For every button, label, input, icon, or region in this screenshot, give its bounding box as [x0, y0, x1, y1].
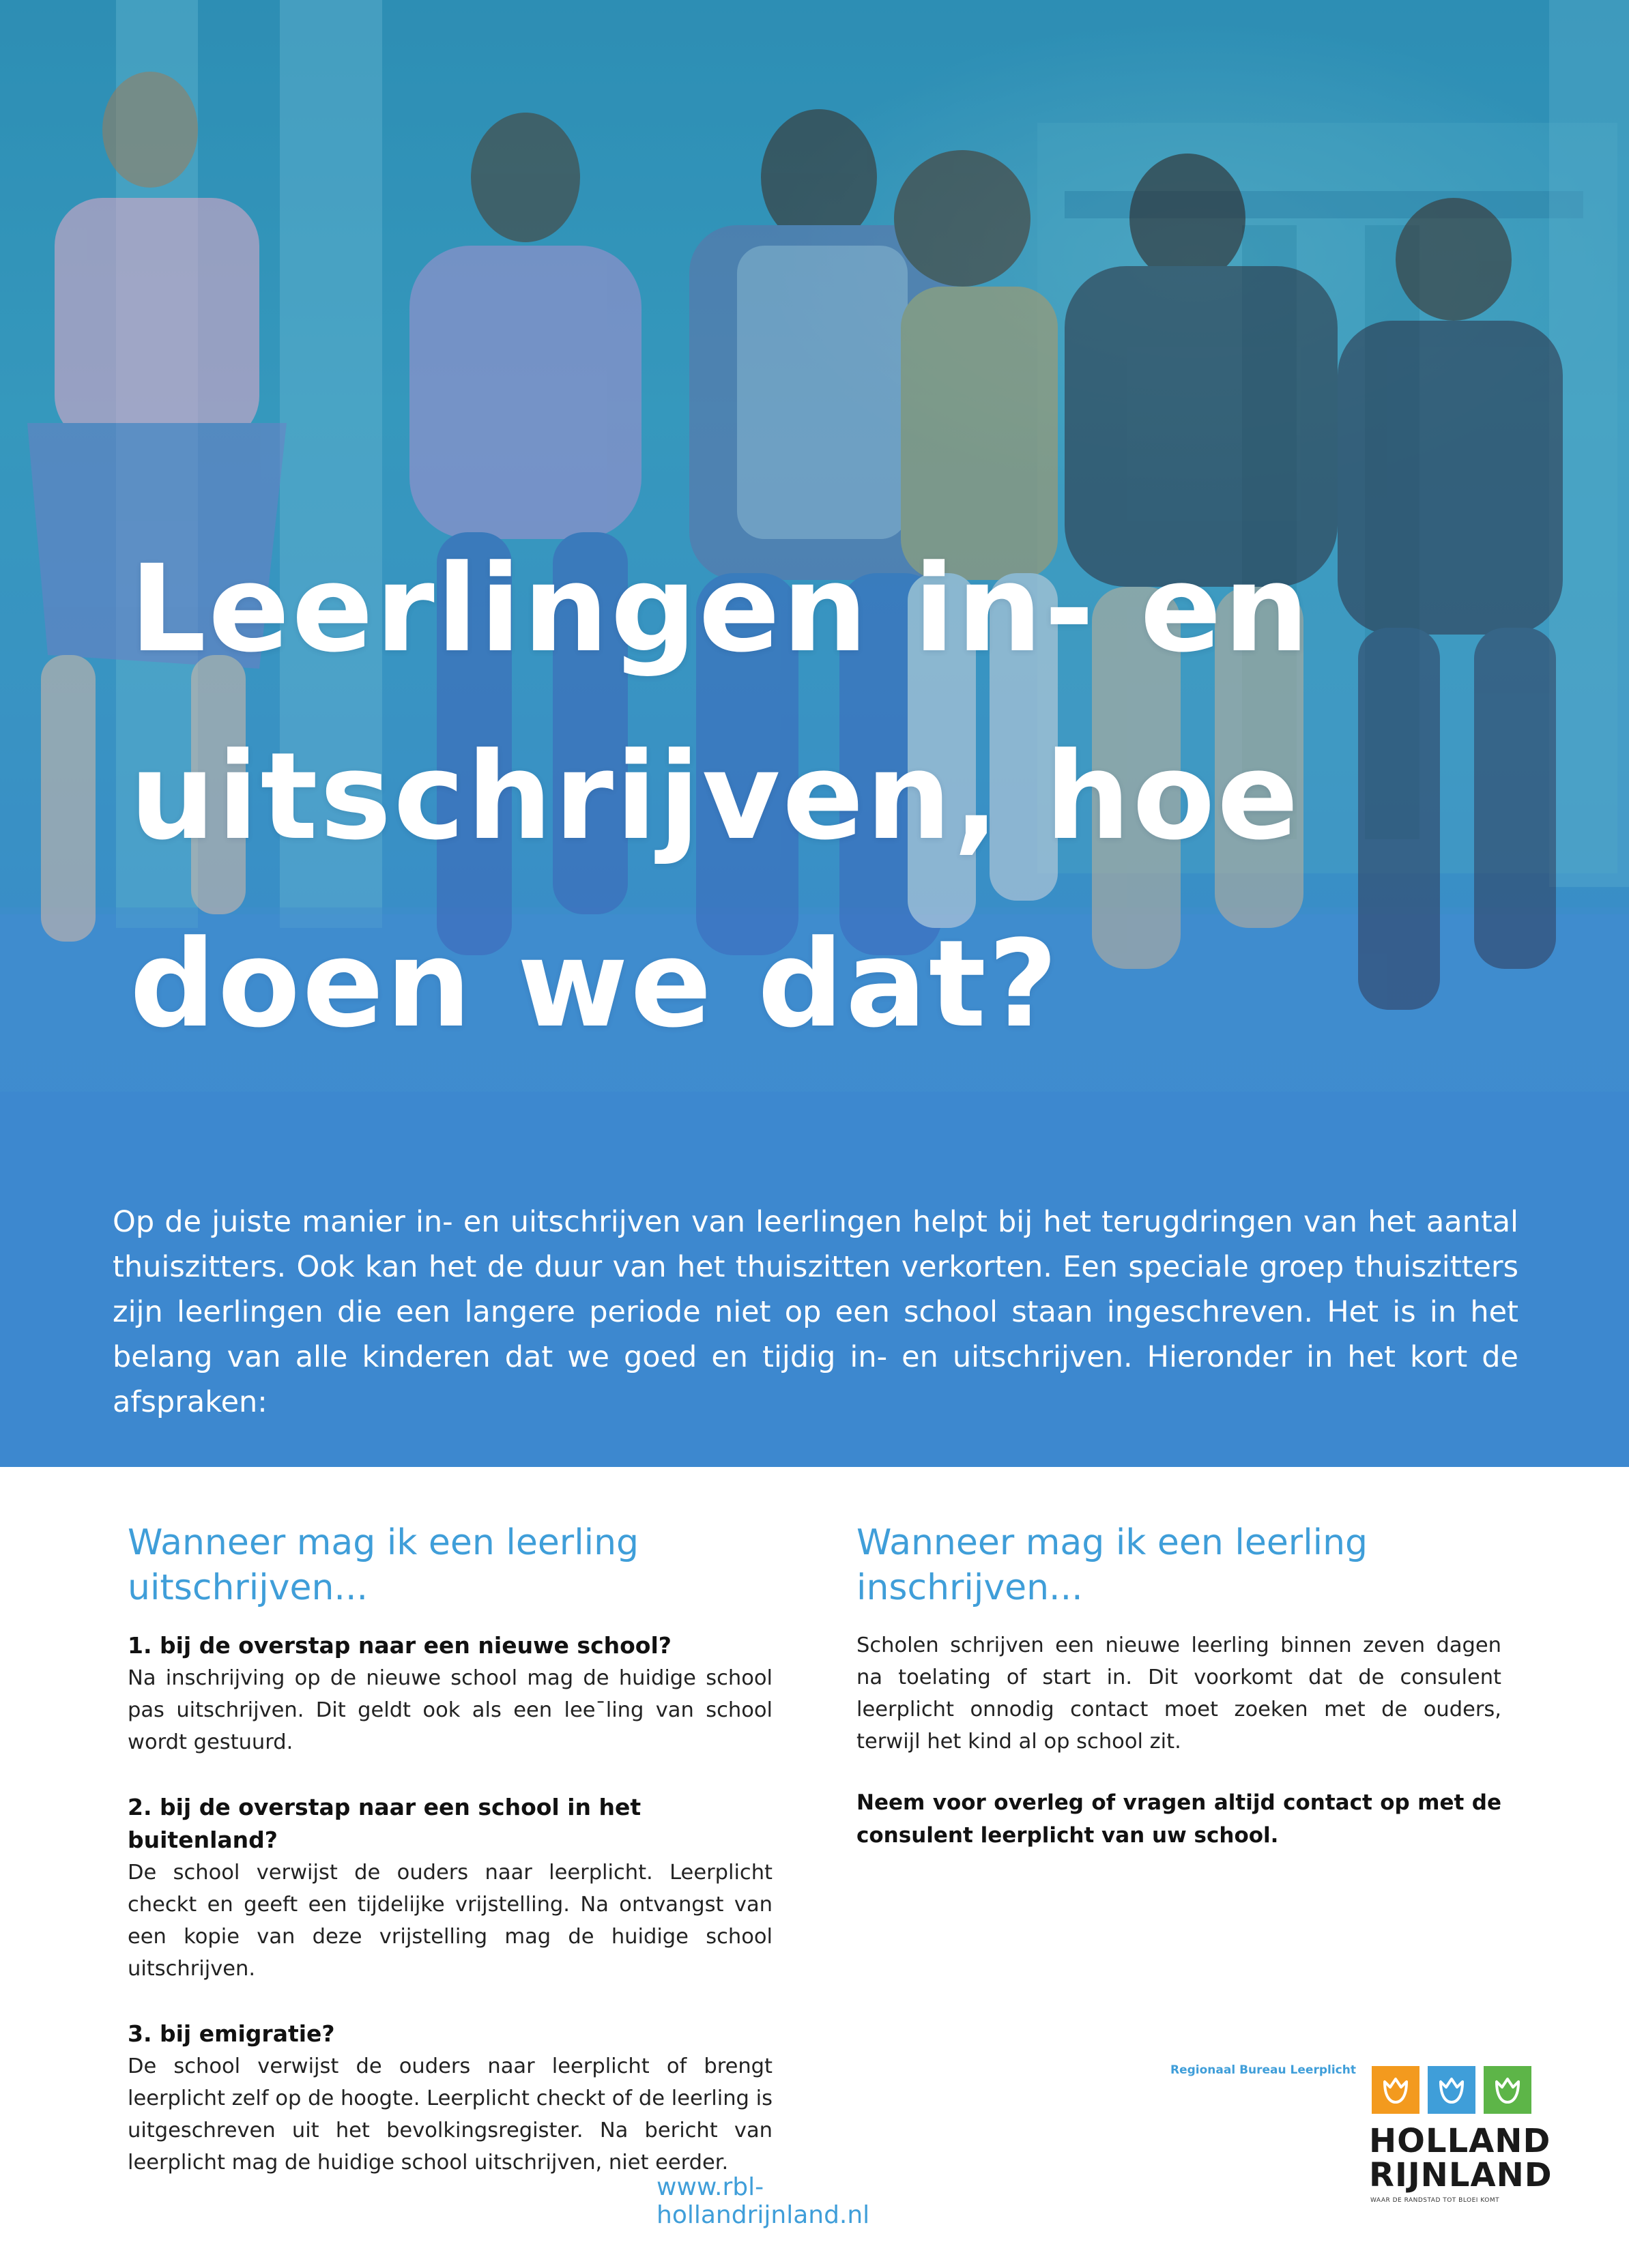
rule-text: De school verwijst de ouders naar leerplicht of brengt leerplicht zelf op de hoogte. Leerplicht checkt of de leerling is uitgeschreven uit het bevolkingsregister. Na bericht van leerplicht mag de huidige school uitschrijven, niet eerder. — [128, 2054, 773, 2175]
uitschrijven-column — [128, 1520, 773, 2211]
uitschrijven-heading-line-1: Wanneer mag ik een leerling — [128, 1522, 639, 1563]
inschrijven-text: Scholen schrijven een nieuwe leerling binnen zeven dagen na toelating of start in. Dit voorkomt dat de consulent leerplicht onnodig contact moet zoeken met de ouders, terwijl het kind al op school zit. — [856, 1633, 1501, 1754]
logo-name-line-1: HOLLAND — [1369, 2122, 1551, 2160]
uitschrijven-heading-line-2: uitschrijven... — [128, 1567, 369, 1608]
title-line-2: uitschrijven, hoe — [130, 727, 1301, 867]
rule-title: 2. bij de overstap naar een school in het buitenland? — [128, 1794, 641, 1853]
intro-paragraph: Op de juiste manier in- en uitschrijven van leerlingen helpt bij het terugdringen van het aantal thuiszitters. Ook kan het de duur van het thuiszitten verkorten. Een speciale groep thuiszitters zijn leerlingen die een langere periode niet op een school staan ingeschreven. Het is in het belang van alle kinderen dat we goed en tijdig in- en uitschrijven. Hieronder in het kort de afspraken: — [113, 1205, 1518, 1419]
tulip-tile-icon — [1428, 2066, 1475, 2114]
title-line-1: Leerlingen in- en — [130, 539, 1312, 679]
rule-text: Na inschrijving op de nieuwe school mag de huidige school pas uitschrijven. Dit geldt ook als een leeˉling van school wordt gestuurd. — [128, 1666, 773, 1754]
inschrijven-heading-line-1: Wanneer mag ik een leerling — [856, 1522, 1368, 1563]
tulip-tile-icon — [1372, 2066, 1419, 2114]
inschrijven-heading-line-2: inschrijven... — [856, 1567, 1083, 1608]
rule-item — [128, 2018, 773, 2179]
uitschrijven-heading — [128, 1520, 773, 1610]
tulip-icon — [1378, 2072, 1413, 2108]
contact-note: Neem voor overleg of vragen altijd contact op met de consulent leerplicht van uw school. — [856, 1790, 1501, 1848]
tulip-tile-icon — [1484, 2066, 1531, 2114]
rule-text: De school verwijst de ouders naar leerplicht. Leerplicht checkt en geeft een tijdelijke vrijstelling. Na ontvangst van een kopie van deze vrijstelling mag de huidige school uitschrijven. — [128, 1861, 773, 1981]
logo-tagline: Regionaal Bureau Leerplicht — [1170, 2063, 1356, 2077]
page-title — [130, 515, 1495, 1078]
rule-item — [128, 1629, 773, 1758]
inschrijven-heading — [856, 1520, 1501, 1610]
inschrijven-column — [856, 1520, 1501, 1852]
rule-title: 1. bij de overstap naar een nieuwe school? — [128, 1632, 672, 1659]
rule-title: 3. bij emigratie? — [128, 2020, 335, 2047]
logo-slogan: WAAR DE RANDSTAD TOT BLOEI KOMT — [1370, 2197, 1500, 2204]
rule-item — [128, 1791, 773, 1985]
title-line-3: doen we dat? — [130, 914, 1061, 1054]
holland-rijnland-logo — [1160, 2059, 1553, 2223]
tulip-icon — [1434, 2072, 1469, 2108]
logo-tiles — [1372, 2066, 1531, 2114]
website-link[interactable]: www.rbl-hollandrijnland.nl — [657, 2173, 870, 2229]
logo-name-line-2: RIJNLAND — [1369, 2156, 1553, 2194]
tulip-icon — [1490, 2072, 1525, 2108]
